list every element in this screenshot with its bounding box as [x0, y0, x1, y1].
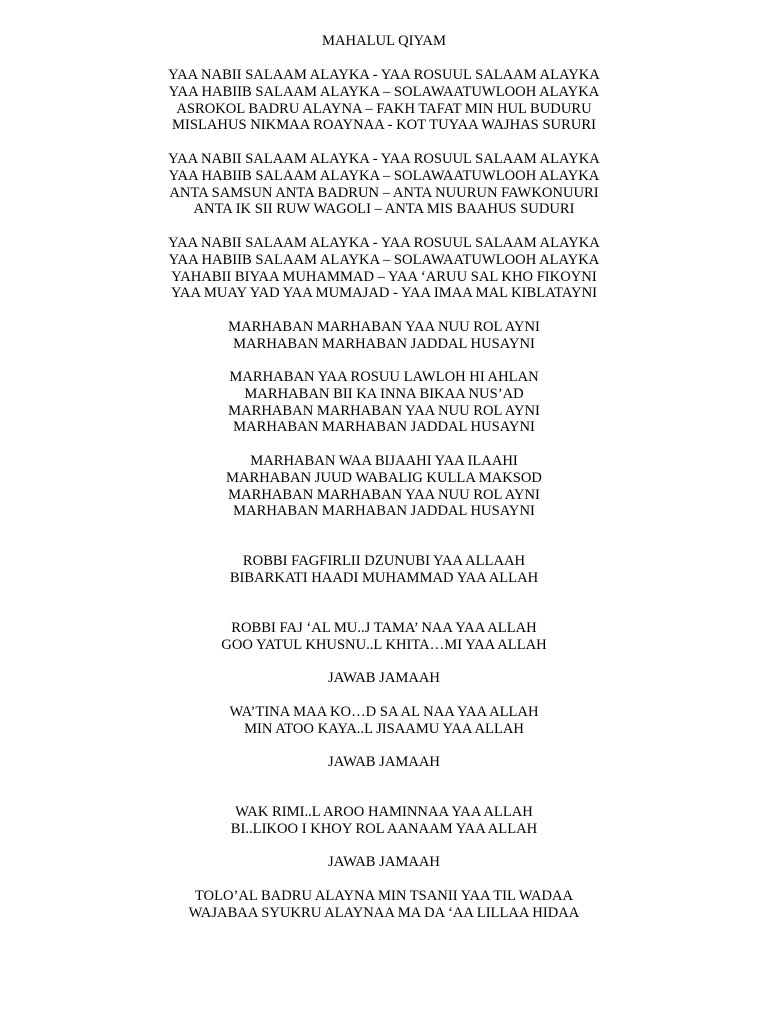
stanza-10	[0, 804, 768, 838]
stanza-line: MARHABAN MARHABAN YAA NUU ROL AYNI	[228, 486, 540, 503]
stanza-4	[0, 319, 768, 353]
stanza-line: YAA NABII SALAAM ALAYKA - YAA ROSUUL SALAAM ALAYKA	[168, 151, 600, 167]
stanza-line: ASROKOL BADRU ALAYNA – FAKH TAFAT MIN HUL BUDURU	[176, 100, 592, 117]
response-jawab-3	[0, 854, 768, 871]
stanza-line: ROBBI FAGFIRLII DZUNUBI YAA ALLAAH	[242, 553, 526, 569]
stanza-line: YAHABII BIYAA MUHAMMAD – YAA ‘ARUU SAL KHO FIKOYNI	[171, 268, 597, 285]
response-jawab-2	[0, 754, 768, 771]
stanza-line: MARHABAN JUUD WABALIG KULLA MAKSOD	[226, 469, 542, 486]
stanza-line: MARHABAN MARHABAN YAA NUU ROL AYNI	[228, 319, 540, 335]
stanza-line: WAK RIMI..L AROO HAMINNAA YAA ALLAH	[235, 804, 533, 820]
stanza-6	[0, 453, 768, 520]
stanza-line: JAWAB JAMAAH	[328, 754, 440, 770]
stanza-line: WA’TINA MAA KO…D SA AL NAA YAA ALLAH	[229, 704, 539, 720]
stanza-line: JAWAB JAMAAH	[328, 670, 440, 686]
stanza-line: ANTA SAMSUN ANTA BADRUN – ANTA NUURUN FAWKONUURI	[169, 184, 599, 201]
stanza-line: MARHABAN WAA BIJAAHI YAA ILAAHI	[250, 453, 518, 469]
stanza-1	[0, 67, 768, 134]
stanza-line: MARHABAN YAA ROSUU LAWLOH HI AHLAN	[229, 369, 539, 385]
stanza-line: GOO YATUL KHUSNU..L KHITA…MI YAA ALLAH	[221, 636, 547, 653]
stanza-line: MARHABAN BII KA INNA BIKAA NUS’AD	[244, 385, 524, 402]
stanza-line: YAA MUAY YAD YAA MUMAJAD - YAA IMAA MAL KIBLATAYNI	[171, 285, 597, 302]
stanza-2	[0, 151, 768, 218]
stanza-line: YAA HABIIB SALAAM ALAYKA – SOLAWAATUWLOOH ALAYKA	[168, 83, 600, 100]
stanza-line: ANTA IK SII RUW WAGOLI – ANTA MIS BAAHUS SUDURI	[193, 201, 575, 218]
stanza-line: YAA NABII SALAAM ALAYKA - YAA ROSUUL SALAAM ALAYKA	[168, 235, 600, 251]
stanza-line: MARHABAN MARHABAN JADDAL HUSAYNI	[233, 503, 535, 520]
stanza-line: YAA HABIIB SALAAM ALAYKA – SOLAWAATUWLOOH ALAYKA	[168, 167, 600, 184]
stanza-line: YAA HABIIB SALAAM ALAYKA – SOLAWAATUWLOOH ALAYKA	[168, 251, 600, 268]
stanza-8	[0, 620, 768, 654]
stanza-line: ROBBI FAJ ‘AL MU..J TAMA’ NAA YAA ALLAH	[231, 620, 537, 636]
stanza-line: BIBARKATI HAADI MUHAMMAD YAA ALLAH	[229, 569, 539, 586]
stanza-line: MARHABAN MARHABAN YAA NUU ROL AYNI	[228, 402, 540, 419]
stanza-7	[0, 553, 768, 587]
response-jawab-1	[0, 670, 768, 687]
stanza-11	[0, 888, 768, 922]
stanza-line: TOLO’AL BADRU ALAYNA MIN TSANII YAA TIL WADAA	[194, 888, 574, 904]
stanza-line: BI..LIKOO I KHOY ROL AANAAM YAA ALLAH	[230, 820, 538, 837]
document-title: MAHALUL QIYAM	[322, 33, 446, 49]
stanza-line: MIN ATOO KAYA..L JISAAMU YAA ALLAH	[244, 720, 524, 737]
stanza-line: JAWAB JAMAAH	[328, 854, 440, 870]
stanza-9	[0, 704, 768, 738]
stanza-line: MARHABAN MARHABAN JADDAL HUSAYNI	[233, 335, 535, 352]
stanza-5	[0, 369, 768, 436]
stanza-line: MISLAHUS NIKMAA ROAYNAA - KOT TUYAA WAJHAS SURURI	[172, 117, 596, 134]
stanza-line: MARHABAN MARHABAN JADDAL HUSAYNI	[233, 419, 535, 436]
stanza-line: YAA NABII SALAAM ALAYKA - YAA ROSUUL SALAAM ALAYKA	[168, 67, 600, 83]
stanza-3	[0, 235, 768, 302]
stanza-line: WAJABAA SYUKRU ALAYNAA MA DA ‘AA LILLAA HIDAA	[188, 904, 580, 921]
